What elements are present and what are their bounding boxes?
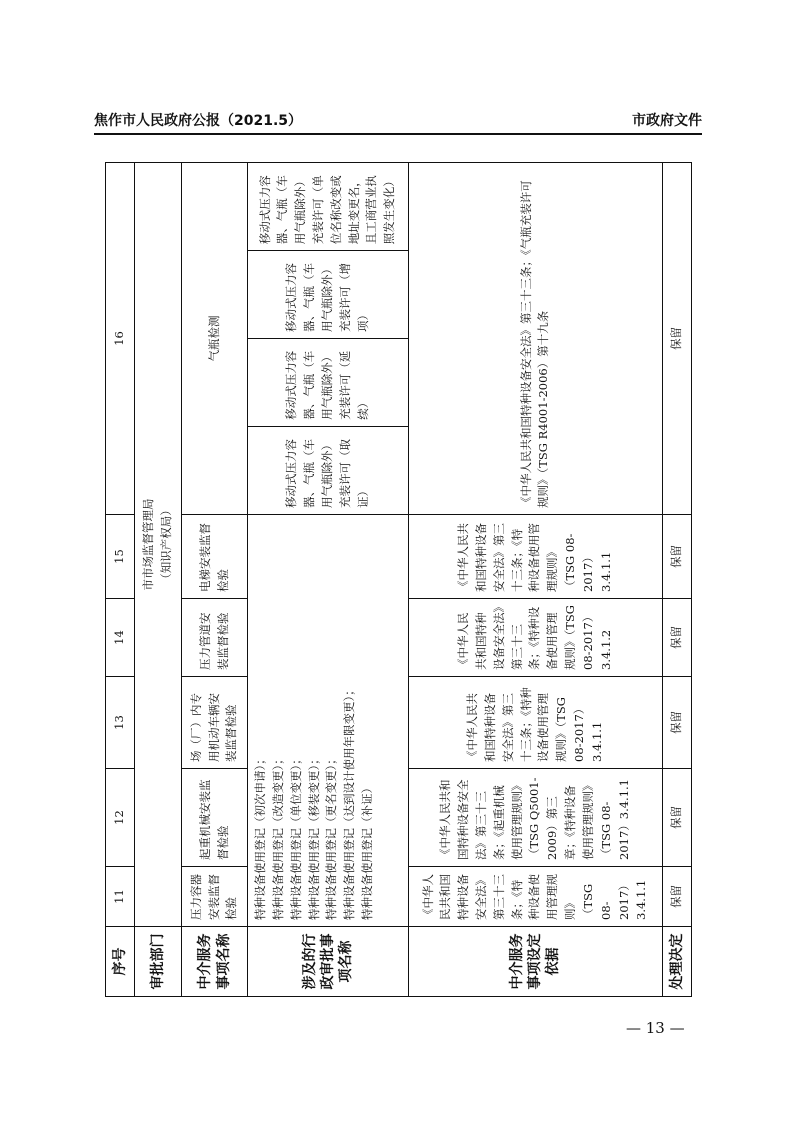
basis-15: 《中华人民共和国特种设备安全法》第三十三条；《特种设备使用管理规则》（TSG 08-2017）3.4.1.1 bbox=[408, 515, 663, 599]
column-header-row bbox=[106, 162, 135, 996]
decision-15: 保留 bbox=[663, 515, 692, 599]
department-cell bbox=[134, 162, 181, 926]
header-service: 中介服务事项名称 bbox=[182, 927, 248, 997]
approval-item: 特种设备使用登记（更名变更）； bbox=[324, 753, 339, 920]
approval-item: 特种设备使用登记（移装变更）； bbox=[306, 753, 321, 920]
department-alias: （知识产权局） bbox=[158, 504, 173, 585]
seq-11: 11 bbox=[106, 867, 135, 927]
service-11: 压力容器安装监督检验 bbox=[182, 867, 248, 927]
approval-table-container bbox=[105, 163, 692, 997]
header-basis: 中介服务事项设定依据 bbox=[408, 927, 663, 997]
decision-12: 保留 bbox=[663, 769, 692, 867]
approval-16-add: 移动式压力容器、气瓶（车用气瓶除外）充装许可（增项） bbox=[248, 251, 407, 339]
approvals-11-15 bbox=[248, 515, 408, 927]
section-title: 市政府文件 bbox=[632, 113, 702, 129]
approvals-16 bbox=[248, 162, 408, 514]
approval-16-get: 移动式压力容器、气瓶（车用气瓶除外）充装许可（取证） bbox=[248, 426, 407, 514]
header-decision: 处理决定 bbox=[663, 927, 692, 997]
department-name: 市市场监督管理局 bbox=[141, 498, 156, 591]
service-12: 起重机械安装监督检验 bbox=[182, 769, 248, 867]
header-department: 审批部门 bbox=[134, 927, 181, 997]
approval-table bbox=[105, 162, 692, 997]
seq-15: 15 bbox=[106, 515, 135, 599]
approval-item: 特种设备使用登记（达到设计使用年限变更）； bbox=[342, 684, 357, 920]
page-number: — 13 — bbox=[626, 1019, 685, 1037]
basis-11: 《中华人民共和国特种设备安全法》第三十三条；《特种设备使用管理规则》（TSG 08-2017）3.4.1.1 bbox=[408, 867, 663, 927]
basis-row bbox=[408, 162, 663, 996]
service-15: 电梯安装监督检验 bbox=[182, 515, 248, 599]
basis-13: 《中华人民共和国特种设备安全法》第三十三条；《特种设备使用管理规则》（TSG 08-2017）3.4.1.1 bbox=[408, 677, 663, 769]
department-row bbox=[134, 162, 181, 996]
service-16: 气瓶检测 bbox=[182, 162, 248, 514]
decision-11: 保留 bbox=[663, 867, 692, 927]
seq-14: 14 bbox=[106, 599, 135, 677]
approval-item: 特种设备使用登记（改造变更）； bbox=[270, 753, 285, 920]
service-13: 场（厂）内专用机动车辆安装监督检验 bbox=[182, 677, 248, 769]
seq-16: 16 bbox=[106, 162, 135, 514]
decision-14: 保留 bbox=[663, 599, 692, 677]
approval-item: 特种设备使用登记（单位变更）； bbox=[288, 753, 303, 920]
decision-16: 保留 bbox=[663, 162, 692, 514]
publication-title: 焦作市人民政府公报（2021.5） bbox=[94, 113, 303, 129]
seq-13: 13 bbox=[106, 677, 135, 769]
approval-16-change: 移动式压力容器、气瓶（车用气瓶除外）充装许可（单位名称改变或地址变更名，且工商营业执照发生变化） bbox=[257, 175, 397, 245]
header-approval: 涉及的行政审批事项名称 bbox=[248, 927, 408, 997]
basis-12: 《中华人民共和国特种设备安全法》第三十三条；《起重机械使用管理规则》（TSG Q5001-2009）第三章；《特种设备使用管理规则》（TSG 08-2017）3.4.1.1 bbox=[408, 769, 663, 867]
decision-13: 保留 bbox=[663, 677, 692, 769]
basis-16: 《中华人民共和国特种设备安全法》第三十三条；《气瓶充装许可规则》（TSG R4001-2006）第十九条 bbox=[408, 162, 663, 514]
header-seq: 序号 bbox=[106, 927, 135, 997]
service-14: 压力管道安装监督检验 bbox=[182, 599, 248, 677]
approval-item: 特种设备使用登记（补证） bbox=[359, 782, 374, 920]
service-row bbox=[182, 162, 248, 996]
decision-row bbox=[663, 162, 692, 996]
approval-item: 特种设备使用登记（初次申请）； bbox=[253, 753, 268, 920]
basis-14: 《中华人民共和国特种设备安全法》第三十三条；《特种设备使用管理规则》（TSG 08-2017）3.4.1.2 bbox=[408, 599, 663, 677]
seq-12: 12 bbox=[106, 769, 135, 867]
approval-row bbox=[248, 162, 408, 996]
header-divider bbox=[94, 133, 702, 135]
approval-16-renew: 移动式压力容器、气瓶（车用气瓶除外）充装许可（延续） bbox=[248, 338, 407, 426]
